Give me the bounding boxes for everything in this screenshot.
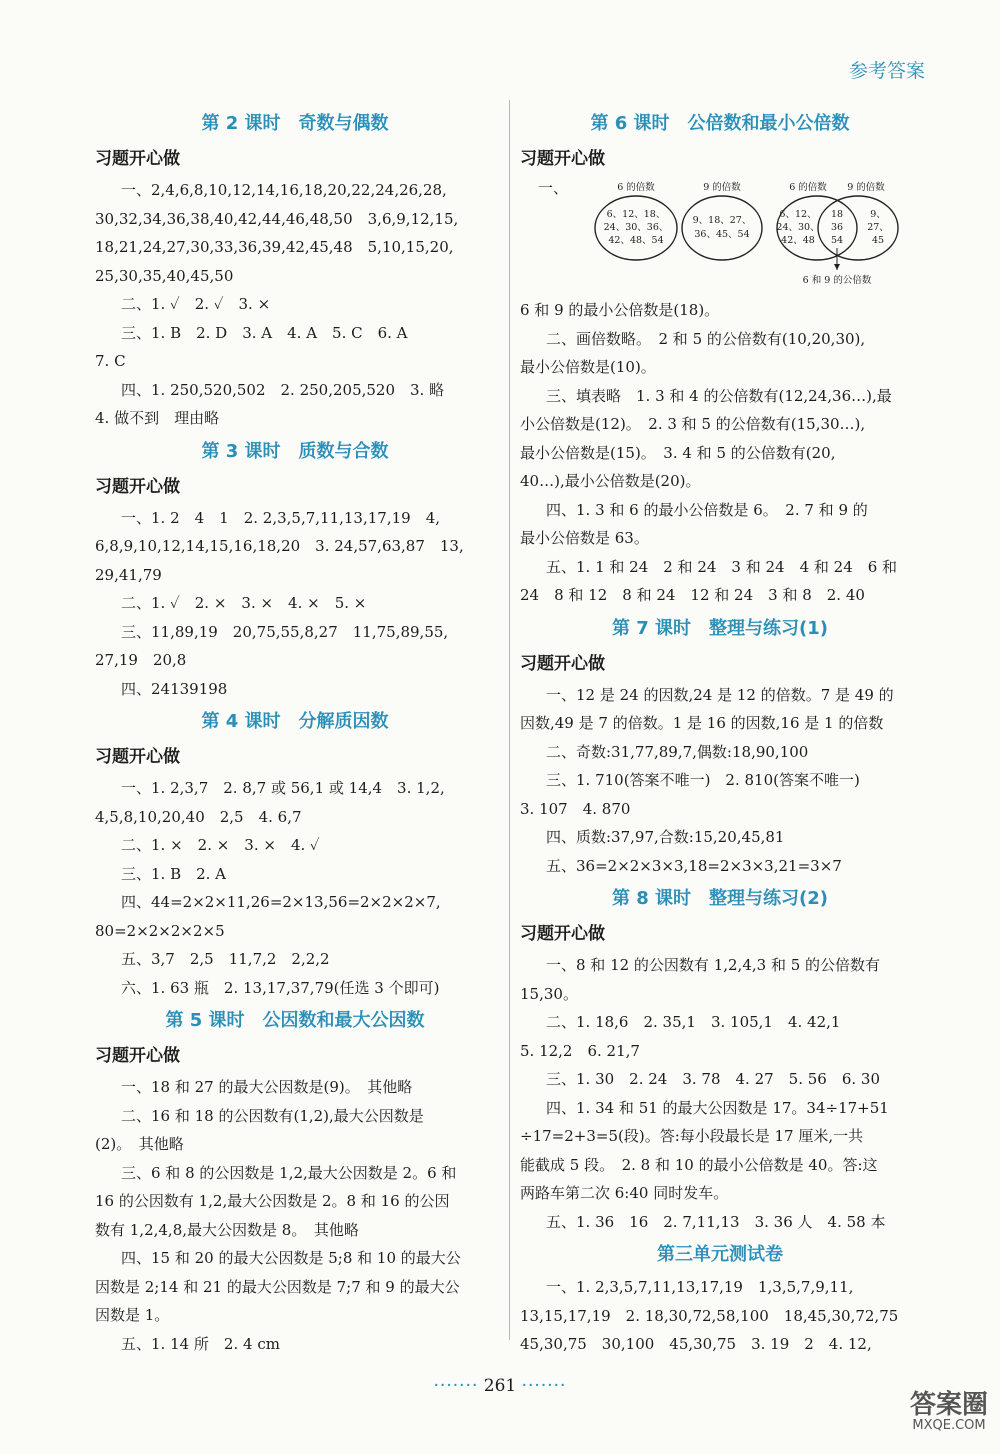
venn-3-arrow-icon <box>834 264 840 270</box>
lesson-4-title: 第 4 课时 分解质因数 <box>201 711 389 732</box>
page-dots-right: ······· <box>521 1376 567 1396</box>
answer-line: 一、1. 2,3,7 2. 8,7 或 56,1 或 14,4 3. 1,2, <box>121 779 445 797</box>
answer-line: 三、1. 710(答案不唯一) 2. 810(答案不唯一) <box>546 771 860 789</box>
answer-line: 小公倍数是(12)。 2. 3 和 5 的公倍数有(15,30…), <box>520 415 866 433</box>
answer-line: 三、1. B 2. A <box>121 864 227 883</box>
answer-line: 两路车第二次 6:40 同时发车。 <box>520 1184 729 1202</box>
answer-line: ÷17=2+3=5(段)。答:每小段最长是 17 厘米,一共 <box>520 1127 864 1145</box>
answer-line: 三、6 和 8 的公因数是 1,2,最大公因数是 2。6 和 <box>121 1163 457 1182</box>
lesson-8-answers <box>520 951 920 1236</box>
answer-line: 数有 1,2,4,8,最大公因数是 8。 其他略 <box>95 1220 359 1239</box>
answer-line: 四、15 和 20 的最大公因数是 5;8 和 10 的最大公 <box>121 1249 461 1267</box>
answer-line: 一、8 和 12 的公因数有 1,2,4,3 和 5 的公倍数有 <box>546 956 881 974</box>
lesson-5-title: 第 5 课时 公因数和最大公因数 <box>165 1010 425 1031</box>
answer-line: 24 8 和 12 8 和 24 12 和 24 3 和 8 2. 40 <box>520 586 865 604</box>
venn-3-right-line: 27、 <box>867 222 889 233</box>
answer-line: 二、1. ✓ 2. ✓ 3. × <box>121 295 271 313</box>
venn-3-caption: 6 和 9 的公倍数 <box>802 275 872 286</box>
lesson-7-answers <box>520 681 920 881</box>
answer-line: 三、1. B 2. D 3. A 4. A 5. C 6. A <box>121 323 408 342</box>
answer-line: 3. 107 4. 870 <box>520 799 631 818</box>
lesson-3-title: 第 3 课时 质数与合数 <box>201 440 389 462</box>
lesson-3-answers <box>95 504 495 704</box>
answer-line: 一、18 和 27 的最大公因数是(9)。 其他略 <box>121 1078 413 1096</box>
answer-line: 40…),最小公倍数是(20)。 <box>520 472 701 490</box>
answer-line: 四、质数:37,97,合数:15,20,45,81 <box>546 828 785 846</box>
answer-line: 6 和 9 的最小公倍数是(18)。 <box>520 301 720 319</box>
answer-line: 4. 做不到 理由略 <box>95 409 220 427</box>
venn-2-circle <box>682 196 762 260</box>
answer-line: 最小公倍数是 63。 <box>520 529 649 547</box>
lesson-7-title: 第 7 课时 整理与练习(1) <box>611 617 829 639</box>
venn-3-left-line: 24、30、 <box>776 222 820 233</box>
answer-line: 四、24139198 <box>121 679 228 698</box>
watermark-main: 答案圈 <box>910 1390 989 1420</box>
page-number-row <box>0 1376 1000 1396</box>
answer-line: 六、1. 63 瓶 2. 13,17,37,79(任选 3 个即可) <box>121 978 440 997</box>
lesson-2-title: 第 2 课时 奇数与偶数 <box>201 113 389 134</box>
header-tag: 参考答案 <box>848 60 925 82</box>
answer-line: 因数是 1。 <box>95 1306 170 1324</box>
watermark-logo <box>910 1392 988 1434</box>
venn-1-line: 24、30、36、 <box>603 222 669 233</box>
answer-line: 最小公倍数是(10)。 <box>520 358 656 376</box>
lesson-3-practice-label: 习题开心做 <box>95 476 180 497</box>
answer-line: 16 的公因数有 1,2,最大公因数是 2。8 和 16 的公因 <box>95 1192 450 1210</box>
lesson-4-practice-label: 习题开心做 <box>95 747 180 767</box>
answer-line: 45,30,75 30,100 45,30,75 3. 19 2 4. 12, <box>520 1335 872 1353</box>
answer-line: 18,21,24,27,30,33,36,39,42,45,48 5,10,15,20, <box>95 238 454 256</box>
lesson-5-answers <box>95 1073 495 1358</box>
answer-line: 四、44=2×2×11,26=2×13,56=2×2×2×7, <box>121 893 441 911</box>
answer-line: 二、奇数:31,77,89,7,偶数:18,90,100 <box>546 742 809 761</box>
lesson-6-practice-label: 习题开心做 <box>520 149 605 169</box>
lesson-6-title: 第 6 课时 公倍数和最小公倍数 <box>590 113 850 134</box>
watermark-sub: MXQE.COM <box>912 1418 986 1433</box>
answer-line: 三、填表略 1. 3 和 4 的公倍数有(12,24,36…),最 <box>546 386 892 405</box>
venn-3-right-line: 45 <box>871 235 885 246</box>
answer-line: 三、1. 30 2. 24 3. 78 4. 27 5. 56 6. 30 <box>546 1070 880 1088</box>
answer-line: 五、36=2×2×3×3,18=2×3×3,21=3×7 <box>546 856 842 875</box>
venn-3-left-line: 42、48 <box>781 235 815 246</box>
answer-line: 二、1. × 2. × 3. × 4. ✓ <box>121 836 320 854</box>
answer-line: 四、1. 3 和 6 的最小公倍数是 6。 2. 7 和 9 的 <box>546 500 868 519</box>
venn-1-line: 42、48、54 <box>608 235 664 246</box>
lesson-6-answers <box>520 296 920 610</box>
answer-line: 因数,49 是 7 的倍数。1 是 16 的因数,16 是 1 的倍数 <box>520 714 884 732</box>
venn-1-title: 6 的倍数 <box>617 182 655 193</box>
venn-diagrams <box>590 176 920 296</box>
answer-line: 五、1. 1 和 24 2 和 24 3 和 24 4 和 24 6 和 <box>546 557 898 576</box>
answer-line: 6,8,9,10,12,14,15,16,18,20 3. 24,57,63,87 13, <box>95 537 464 555</box>
venn-2-line: 9、18、27、 <box>692 215 752 226</box>
answer-line: 四、1. 250,520,502 2. 250,205,520 3. 略 <box>121 380 445 399</box>
answer-line: 80=2×2×2×2×5 <box>95 921 225 940</box>
answer-line: 一、1. 2 4 1 2. 2,3,5,7,11,13,17,19 4, <box>121 508 440 527</box>
page-dots-left: ······· <box>433 1376 479 1396</box>
venn-3-left-line: 6、12、 <box>779 209 817 220</box>
answer-line: 二、1. ✓ 2. × 3. × 4. × 5. × <box>121 594 367 612</box>
answer-line: 二、1. 18,6 2. 35,1 3. 105,1 4. 42,1 <box>546 1013 841 1031</box>
answer-line: 一、12 是 24 的因数,24 是 12 的倍数。7 是 49 的 <box>546 685 894 704</box>
answer-line: 三、11,89,19 20,75,55,8,27 11,75,89,55, <box>121 622 449 641</box>
column-divider <box>509 100 510 1340</box>
venn-3-mid-line: 36 <box>830 222 844 233</box>
unit-3-test-answers <box>520 1273 920 1359</box>
venn-diagram-row <box>520 176 920 296</box>
lesson-8-practice-label: 习题开心做 <box>520 924 605 944</box>
venn-2-line: 36、45、54 <box>694 229 750 240</box>
venn-3-right-line: 9、 <box>870 209 886 220</box>
answer-line: 13,15,17,19 2. 18,30,72,58,100 18,45,30,72,75 <box>520 1306 899 1325</box>
venn-lead: 一、 <box>538 179 569 197</box>
lesson-2-practice-label: 习题开心做 <box>95 149 180 169</box>
answer-line: 四、1. 34 和 51 的最大公因数是 17。34÷17+51 <box>546 1098 889 1117</box>
answer-line: 能截成 5 段。 2. 8 和 10 的最小公倍数是 40。答:这 <box>520 1155 878 1174</box>
answer-line: 五、1. 14 所 2. 4 cm <box>121 1334 280 1353</box>
answer-line: 一、1. 2,3,5,7,11,13,17,19 1,3,5,7,9,11, <box>546 1278 854 1296</box>
answer-line: 27,19 20,8 <box>95 651 187 669</box>
answer-line: 五、1. 36 16 2. 7,11,13 3. 36 人 4. 58 本 <box>546 1212 886 1231</box>
venn-1-line: 6、12、18、 <box>606 209 666 220</box>
answer-line: 一、2,4,6,8,10,12,14,16,18,20,22,24,26,28, <box>121 181 447 199</box>
answer-line: 25,30,35,40,45,50 <box>95 266 234 285</box>
answer-line: (2)。 其他略 <box>95 1135 184 1153</box>
answer-line: 最小公倍数是(15)。 3. 4 和 5 的公倍数有(20, <box>520 443 836 462</box>
answer-line: 4,5,8,10,20,40 2,5 4. 6,7 <box>95 807 302 826</box>
unit-3-test-title: 第三单元测试卷 <box>657 1244 783 1265</box>
venn-3-mid-line: 54 <box>830 235 844 246</box>
answer-line: 二、画倍数略。 2 和 5 的公倍数有(10,20,30), <box>546 329 866 348</box>
venn-3-mid-line: 18 <box>830 209 844 220</box>
left-column <box>95 105 495 1358</box>
lesson-7-practice-label: 习题开心做 <box>520 653 605 674</box>
answer-line: 5. 12,2 6. 21,7 <box>520 1041 640 1060</box>
venn-3-title-a: 6 的倍数 <box>789 182 827 193</box>
lesson-2-answers <box>95 176 495 433</box>
right-column <box>520 105 920 1359</box>
lesson-4-answers <box>95 774 495 1002</box>
lesson-8-title: 第 8 课时 整理与练习(2) <box>611 888 829 909</box>
answer-line: 五、3,7 2,5 11,7,2 2,2,2 <box>121 950 330 968</box>
venn-3-title-b: 9 的倍数 <box>847 182 885 193</box>
answer-line: 29,41,79 <box>95 565 162 584</box>
answer-line: 30,32,34,36,38,40,42,44,46,48,50 3,6,9,12,15, <box>95 209 459 228</box>
answer-line: 二、16 和 18 的公因数有(1,2),最大公因数是 <box>121 1106 424 1125</box>
lesson-5-practice-label: 习题开心做 <box>95 1046 180 1066</box>
answer-line: 因数是 2;14 和 21 的最大公因数是 7;7 和 9 的最大公 <box>95 1277 460 1296</box>
venn-2-title: 9 的倍数 <box>703 182 741 193</box>
page-number: 261 <box>483 1376 517 1396</box>
answer-line: 15,30。 <box>520 984 578 1003</box>
answer-line: 7. C <box>95 352 126 370</box>
